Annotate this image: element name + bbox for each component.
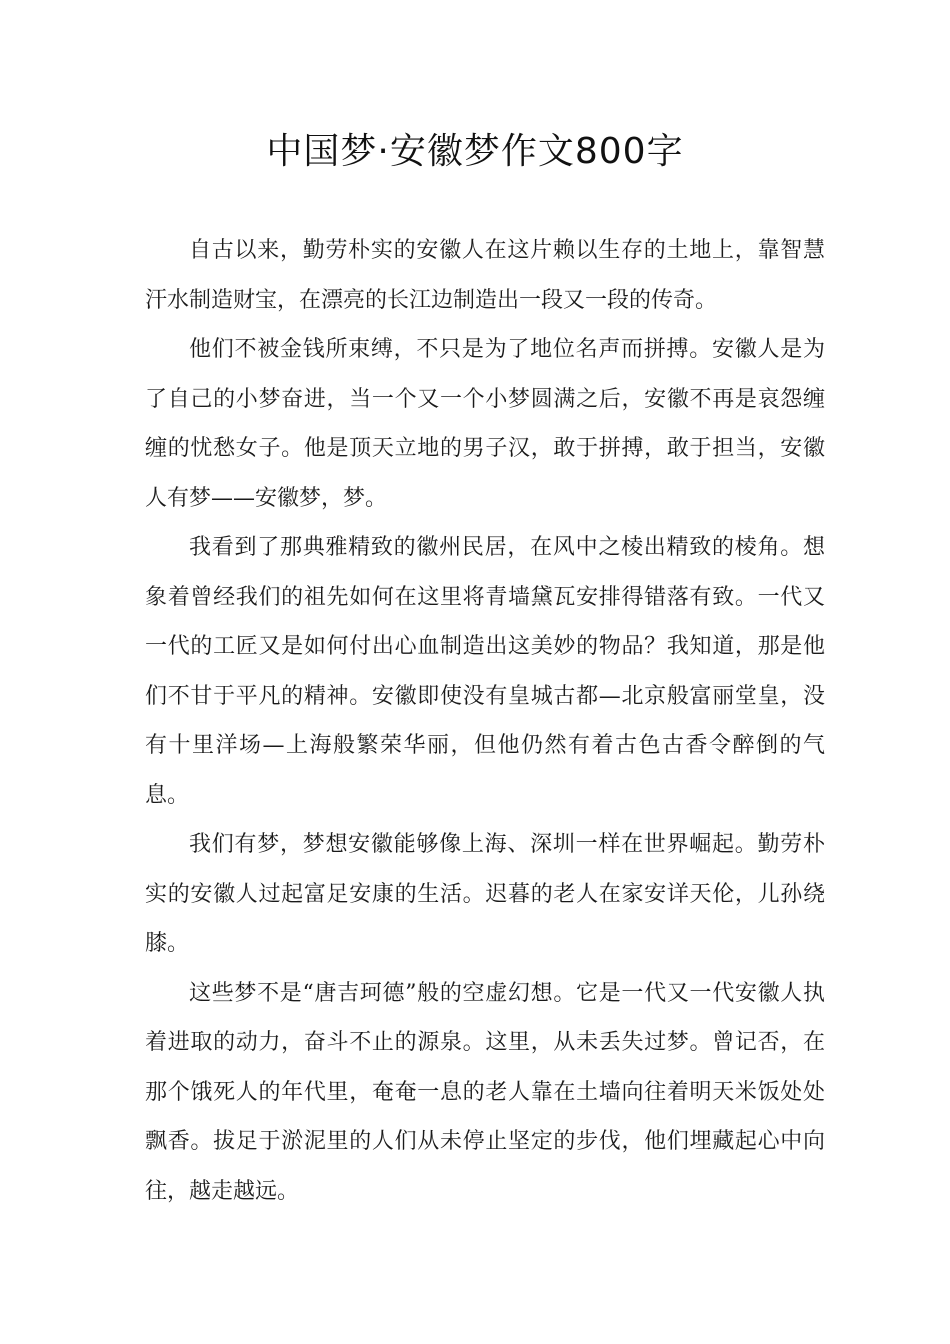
paragraph-4: 我们有梦，梦想安徽能够像上海、深圳一样在世界崛起。勤劳朴实的安徽人过起富足安康的生活。迟暮的老人在家安详天伦，儿孙绕膝。 xyxy=(145,832,825,956)
paragraph-1: 自古以来，勤劳朴实的安徽人在这片赖以生存的土地上，靠智慧汗水制造财宝，在漂亮的长江边制造出一段又一段的传奇。 xyxy=(145,238,825,313)
paragraph-2: 他们不被金钱所束缚，不只是为了地位名声而拼搏。安徽人是为了自己的小梦奋进，当一个又一个小梦圆满之后，安徽不再是哀怨缠缠的忧愁女子。他是顶天立地的男子汉，敢于拼搏，敢于担当，安徽人有梦——安徽梦，梦。 xyxy=(145,337,825,511)
paragraph-5: 这些梦不是“唐吉珂德”般的空虚幻想。它是一代又一代安徽人执着进取的动力，奋斗不止的源泉。这里，从未丢失过梦。曾记否，在那个饿死人的年代里，奄奄一息的老人靠在土墙向往着明天米饭处处飘香。拔足于淤泥里的人们从未停止坚定的步伐，他们埋藏起心中向往，越走越远。 xyxy=(145,980,825,1204)
document-title: 中国梦·安徽梦作文800字 xyxy=(266,131,684,172)
document-body xyxy=(145,226,825,1216)
paragraph-3: 我看到了那典雅精致的徽州民居，在风中之棱出精致的棱角。想象着曾经我们的祖先如何在这里将青墙黛瓦安排得错落有致。一代又一代的工匠又是如何付出心血制造出这美妙的物品？我知道，那是他们不甘于平凡的精神。安徽即使没有皇城古都—北京般富丽堂皇，没有十里洋场—上海般繁荣华丽，但他仍然有着古色古香令醉倒的气息。 xyxy=(145,535,825,808)
